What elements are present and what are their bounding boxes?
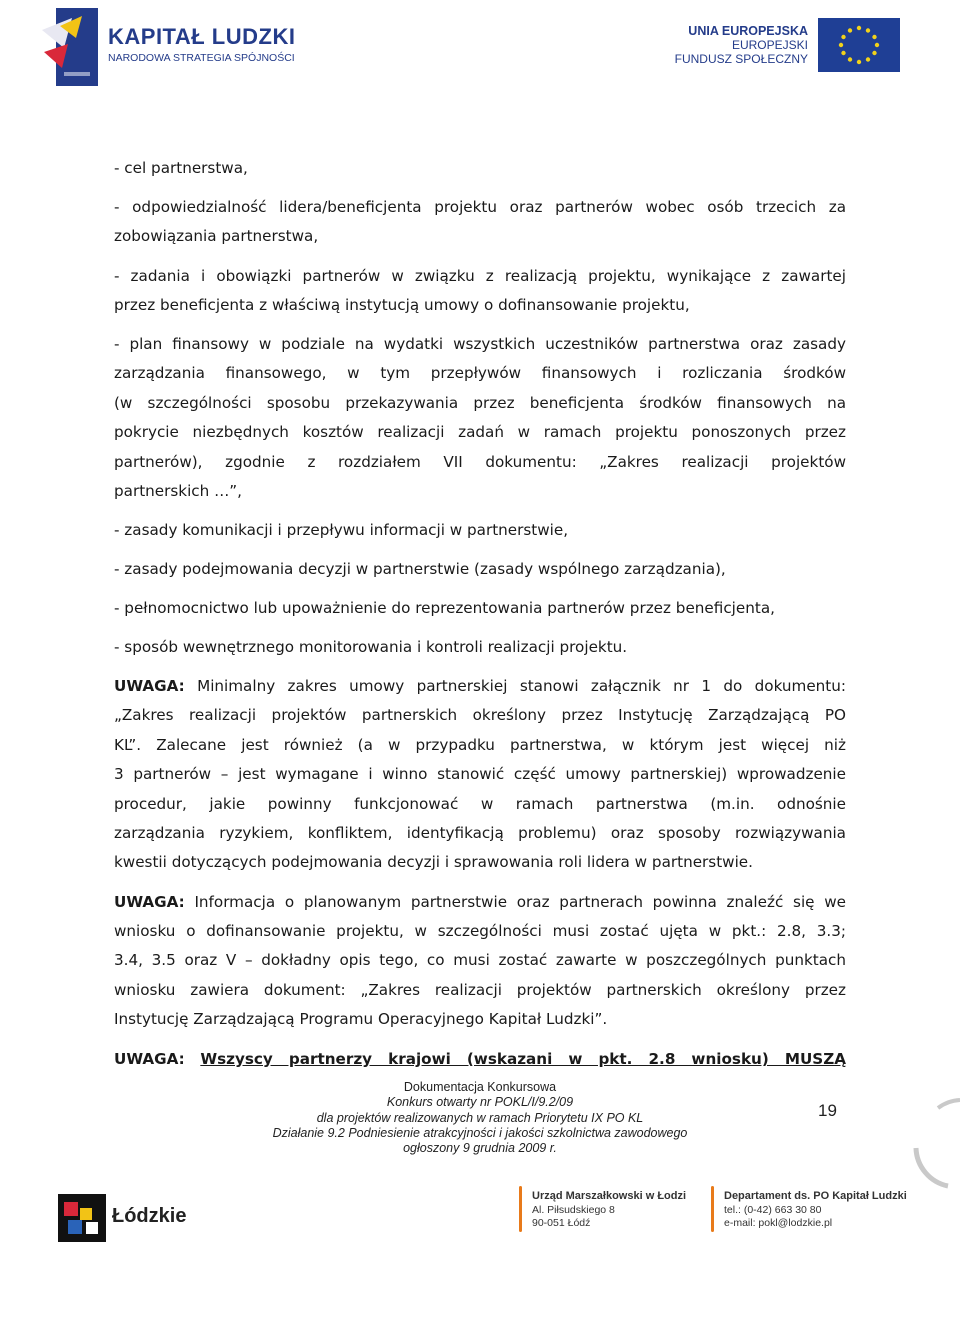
departament-info <box>712 1190 907 1231</box>
lodzkie-logo <box>58 1194 106 1242</box>
urzad-marszalkowski-info <box>520 1190 686 1231</box>
footer-doc-line-4: Działanie 9.2 Podniesienie atrakcyjności i jakości szkolnictwa zawodowego <box>272 1125 688 1140</box>
item-odpowiedzialnosc-line-1: - odpowiedzialność lidera/beneficjenta projektu oraz partnerów wobec osób trzecich za <box>114 198 846 216</box>
eu-flag-icon <box>818 18 900 72</box>
decorative-arc-icon <box>908 1090 960 1190</box>
uwaga-1-text-1: Minimalny zakres umowy partnerskiej stanowi załącznik nr 1 do dokumentu: <box>184 677 846 695</box>
item-plan-line-3: (w szczególności sposobu przekazywania przez beneficjenta środków finansowych na <box>114 394 846 412</box>
item-cel: - cel partnerstwa, <box>114 159 248 177</box>
uwaga-1-line-1 <box>114 672 846 701</box>
uwaga-3-text: Wszyscy partnerzy krajowi (wskazani w pkt. 2.8 wniosku) MUSZĄ <box>200 1050 847 1068</box>
eu-line-3: FUNDUSZ SPOŁECZNY <box>674 52 808 66</box>
dept-title: Departament ds. PO Kapitał Ludzki <box>724 1190 907 1202</box>
uwaga-1-line-6: zarządzania ryzykiem, konfliktem, identyfikacją problemu) oraz sposoby rozwiązywania <box>114 824 846 842</box>
uwaga-2-line-5: Instytucję Zarządzającą Programu Operacyjnego Kapitał Ludzki”. <box>114 1010 608 1028</box>
uwaga-label: UWAGA: <box>114 1050 185 1068</box>
item-odpowiedzialnosc-line-2: zobowiązania partnerstwa, <box>114 227 319 245</box>
uwaga-1-line-7: kwestii dotyczących podejmowania decyzji i sprawowania roli lidera w partnerstwie. <box>114 853 753 871</box>
uwaga-label: UWAGA: <box>114 893 185 911</box>
footer-doc-line-5: ogłoszony 9 grudnia 2009 r. <box>403 1141 557 1156</box>
uwaga-2-line-4: wniosku zawiera dokument: „Zakres realizacji projektów partnerskich określony przez <box>114 981 846 999</box>
uwaga-1-line-5: procedur, jakie powinny funkcjonować w ramach partnerstwa (m.in. odnośnie <box>114 795 846 813</box>
item-zadania-line-1: - zadania i obowiązki partnerów w związku z realizacją projektu, wynikające z zawartej <box>114 267 846 285</box>
eu-line-2: EUROPEJSKI <box>731 38 808 52</box>
uwaga-1-line-2: „Zakres realizacji projektów partnerskich określony przez Instytucję Zarządzającą PO <box>114 706 846 724</box>
page-number: 19 <box>818 1101 837 1120</box>
item-decyzje: - zasady podejmowania decyzji w partnerstwie (zasady wspólnego zarządzania), <box>114 560 726 578</box>
item-plan-line-4: pokrycie niezbędnych kosztów realizacji zadań w ramach projektu ponoszonych przez <box>114 423 846 441</box>
urzad-address-1: Al. Piłsudskiego 8 <box>532 1203 615 1216</box>
item-plan-line-5: partnerów), zgodnie z rozdziałem VII dokumentu: „Zakres realizacji projektów <box>114 453 846 471</box>
page-header <box>0 0 960 110</box>
uwaga-2-text-1: Informacja o planowanym partnerstwie oraz partnerach powinna znaleźć się we <box>184 893 846 911</box>
document-footer-info <box>230 1080 730 1156</box>
item-plan-line-2: zarządzania finansowego, w tym przepływów finansowych i rozliczania środków <box>114 364 846 382</box>
footer-doc-line-1: Dokumentacja Konkursowa <box>403 1080 557 1094</box>
kapital-ludzki-logo <box>42 8 98 86</box>
footer-doc-line-2: Konkurs otwarty nr POKL/I/9.2/09 <box>386 1095 574 1110</box>
uwaga-2-line-1 <box>114 888 846 917</box>
urzad-title: Urząd Marszałkowski w Łodzi <box>532 1190 687 1202</box>
uwaga-1-line-3: KL”. Zalecane jest również (a w przypadku partnerstwa, w którym jest więcej niż <box>114 736 846 754</box>
lodzkie-name: Łódzkie <box>112 1205 187 1227</box>
uwaga-3-line-1 <box>114 1045 846 1074</box>
uwaga-label: UWAGA: <box>114 677 185 695</box>
eu-line-1: UNIA EUROPEJSKA <box>688 24 808 38</box>
dept-email: e-mail: pokl@lodzkie.pl <box>724 1217 833 1229</box>
uwaga-2-line-3: 3.4, 3.5 oraz V – dokładny opis tego, co musi zostać zawarte w poszczególnych punktach <box>114 951 846 969</box>
dept-tel: tel.: (0-42) 663 30 80 <box>724 1203 822 1216</box>
eu-text <box>675 24 808 66</box>
item-komunikacja: - zasady komunikacji i przepływu informacji w partnerstwie, <box>114 521 569 539</box>
uwaga-2-line-2: wniosku o dofinansowanie projektu, w szczególności musi zostać ujęta w pkt.: 2.8, 3.3; <box>114 922 846 940</box>
item-plan-line-6: partnerskich …”, <box>114 482 242 500</box>
kapital-ludzki-subtitle: NARODOWA STRATEGIA SPÓJNOŚCI <box>108 52 295 64</box>
item-pelnomocnictwo: - pełnomocnictwo lub upoważnienie do reprezentowania partnerów przez beneficjenta, <box>114 599 775 617</box>
urzad-address-2: 90-051 Łódź <box>532 1217 591 1229</box>
item-zadania-line-2: przez beneficjenta z właściwą instytucją umowy o dofinansowanie projektu, <box>114 296 690 314</box>
uwaga-1-line-4: 3 partnerów – jest wymagane i winno stanowić część umowy partnerskiej) wprowadzenie <box>114 765 846 783</box>
footer-doc-line-3: dla projektów realizowanych w ramach Priorytetu IX PO KL <box>316 1110 644 1125</box>
item-plan-line-1: - plan finansowy w podziale na wydatki wszystkich uczestników partnerstwa oraz zasady <box>114 335 846 353</box>
item-monitorowanie: - sposób wewnętrznego monitorowania i kontroli realizacji projektu. <box>114 638 628 656</box>
kapital-ludzki-title: KAPITAŁ LUDZKI <box>108 24 296 49</box>
